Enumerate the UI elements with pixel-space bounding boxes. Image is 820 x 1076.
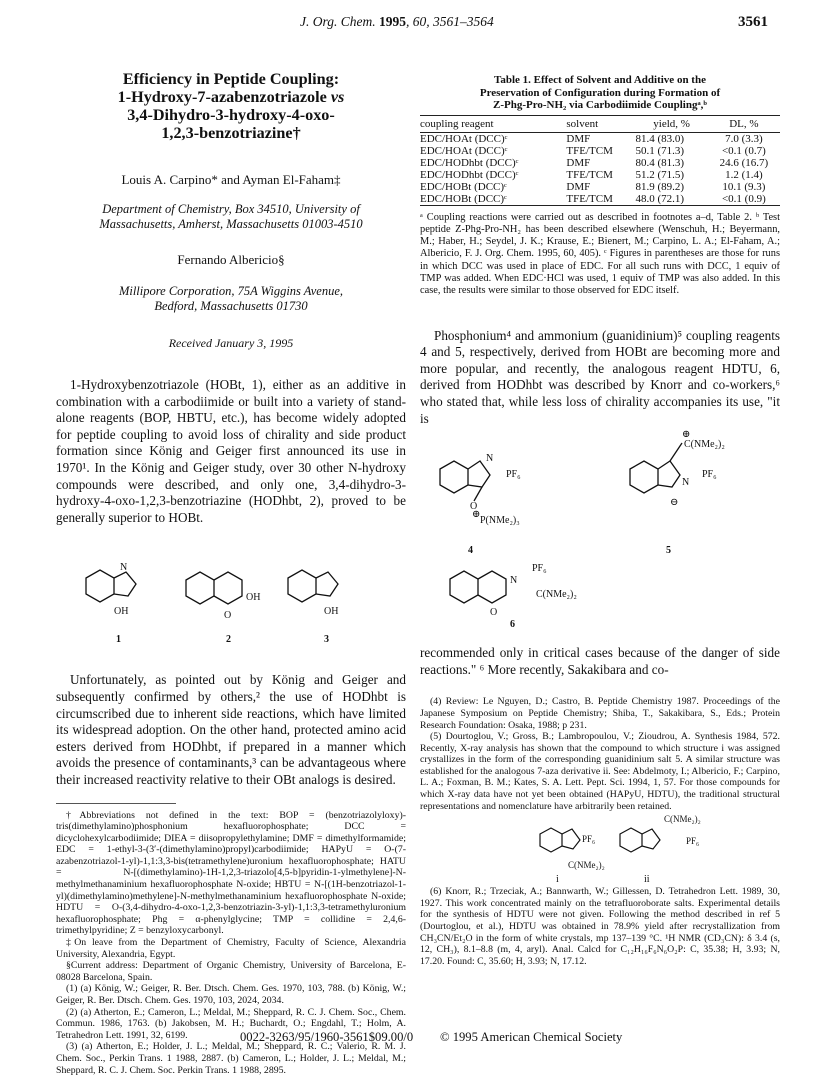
affiliation-1: Department of Chemistry, Box 34510, University of Massachusetts, Amherst, Massachusetts 01003-4510 [56, 202, 406, 232]
n-label: N [120, 562, 127, 573]
oh-label-2: OH [246, 592, 260, 603]
table-row: EDC/HODhbt (DCC)ᶜ DMF 80.4 (81.3) 24.6 (16.7) [420, 157, 780, 169]
structures-4-5-6 [420, 429, 780, 629]
cnme-label-5: C(NMe₂)₂ [684, 439, 725, 450]
table-row: EDC/HOBt (DCC)ᶜ DMF 81.9 (89.2) 10.1 (9.3) [420, 181, 780, 193]
table-caption: Table 1. Effect of Solvent and Additive on the Preservation of Configuration during Formation of Z-Phg-Pro-NH₂ via Carbodiimide Couplingᵃ,ᵇ [420, 74, 780, 112]
label-3: 3 [324, 634, 329, 645]
label-2: 2 [226, 634, 231, 645]
label-4: 4 [468, 545, 473, 556]
page-number: 3561 [738, 14, 768, 31]
footnote-rule [56, 803, 176, 804]
pnme-label: P(NMe₂)₃ [480, 515, 520, 526]
journal-citation: J. Org. Chem. 1995, 60, 3561–3564 [300, 14, 494, 30]
structure-drawings [56, 540, 406, 650]
paragraph-2: Unfortunately, as pointed out by König and Geiger and subsequently confirmed by others,² the use of HODhbt is circumscribed due to inherent side reactions, which have limited its widespread adoption. On the other hand, protected amino acid esters derived from HODhbt, if prepared in a manner which avoids the presence of contaminants,³ can be advantageous where their increased reactivity relative to their OBt analogs is desired. [56, 672, 406, 788]
table-notes: ᵃ Coupling reactions were carried out as described in footnotes a–d, Table 2. ᵇ Test peptide Z-Phg-Pro-NH₂ has been described elsewhere (Wenschuh, H.; Beyermann, M.; Haber, H.; Seydel, J. K.; Krause, E.; Bienert, M.; Carpino, L. A.; El-Faham, A.; Albericio, F. J. Org. Chem. 1995, 60, 405). ᶜ Figures in parentheses are those for runs in which DCC was used in place of EDC. For all such runs with DCC, 1 equiv of TMP was added. When EDC·HCl was used, 1 equiv of TMP was also added. In this case, the results were similar to those observed for EDC itself. [420, 212, 780, 298]
label-1: 1 [116, 634, 121, 645]
left-column [56, 60, 406, 1076]
o-label-4: O [470, 501, 477, 512]
o-label-2: O [224, 610, 231, 621]
label-6: 6 [510, 619, 515, 630]
label-5: 5 [666, 545, 671, 556]
footer-code: 0022-3263/95/1960-3561$09.00/0 [240, 1030, 413, 1045]
article-title: Efficiency in Peptide Coupling: 1-Hydroxy-7-azabenzotriazole vs 3,4-Dihydro-3-hydroxy-4-oxo- 1,2,3-benzotriazine† [56, 70, 406, 142]
footnote-section: §Current address: Department of Organic Chemistry, University of Barcelona, E-08028 Barcelona, Spain. [56, 960, 406, 983]
running-header [0, 14, 820, 34]
footnotes-right [420, 696, 780, 967]
cnme-ii: C(NMe₂)₂ [664, 814, 701, 826]
footer-copyright: © 1995 American Chemical Society [440, 1030, 622, 1045]
pf6-6: PF₆ [532, 563, 547, 574]
footnote-4: (4) Review: Le Nguyen, D.; Castro, B. Peptide Chemistry 1987. Proceedings of the Japanese Symposium on Peptide Chemistry; Shiba, T., Sakakibara, S., Eds.; Protein Research Foundation: Osaka, 1988; p 231. [420, 696, 780, 731]
cnme-label-6: C(NMe₂)₂ [536, 589, 577, 600]
n-label-5: N [682, 477, 689, 488]
structure-drawings-3 [420, 812, 780, 886]
table-row: EDC/HOAt (DCC)ᶜ DMF 81.4 (83.0) 7.0 (3.3) [420, 132, 780, 145]
oh-label-3: OH [324, 606, 338, 617]
authors-2: Fernando Albericio§ [56, 252, 406, 268]
footnote-5: (5) Dourtoglou, V.; Gross, B.; Lambropoulou, V.; Zioudrou, A. Synthesis 1984, 572. Recently, X-ray analysis has shown that the compound to which structure i was assigned crystallizes in the form of the corresponding guanidinium salt 5. A similar structure was established for the analogous 7-aza derivative ii. See: Abdelmoty, I.; Albericio, F.; Carpino, L. A.; Foxman, B. M.; Kates, S. A. Lett. Pept. Sci. 1994, 1, 57. For those compounds for which X-ray data have not yet been obtained (HAPyU, HDTU), the traditional structural representations and nomenclature have arbitrarily been retained. [420, 731, 780, 812]
pf6-4: PF₆ [506, 469, 521, 480]
footnote-1: (1) (a) König, W.; Geiger, R. Ber. Dtsch. Chem. Ges. 1970, 103, 788. (b) König, W.; Geiger, R. Ber. Dtsch. Chem. Ges. 1970, 103, 2024, 2034. [56, 983, 406, 1006]
footnote-6: (6) Knorr, R.; Trzeciak, A.; Bannwarth, W.; Gillessen, D. Tetrahedron Lett. 1989, 30, 1927. This work concentrated mainly on the tetrafluoroborate salts. Experimental details for the synthesis of HDTU were not given. Following the method described in ref 5 (Dourtoglou, et al.), HDTU was obtained in 78.9% yield after recrystallization from CH₃CN/Et₂O in the form of white crystals, mp 137–139 °C. ¹H NMR (CD₃CN): δ 3.4 (s, 12, CH₃), 8.1–8.8 (m, 4, aryl). Anal. Calcd for C₁₂H₁₆F₆N₆O₂P: C, 35.38; H, 3.93; N, 17.20. Found: C, 35.60; H, 3.93; N, 17.12. [420, 886, 780, 967]
paragraph-1: 1-Hydroxybenzotriazole (HOBt, 1), either as an additive in combination with a carbodiimide or built into a variety of stand-alone reagents (BOP, HBTU, etc.), has become widely adopted for peptide coupling to avoid loss of chirality and side product formation since König and Geiger first announced its use in 1970¹. In the König and Geiger study, over 30 other N-hydroxy compounds were described, and only one, 3,4-dihydro-3-hydroxy-4-oxo-1,2,3-benzotriazine (HODhbt, 2), proved to be generally superior to HOBt. [56, 377, 406, 526]
n-label-6: N [510, 575, 517, 586]
label-i: i [556, 874, 559, 886]
affiliation-2: Millipore Corporation, 75A Wiggins Avenue, Bedford, Massachusetts 01730 [56, 284, 406, 314]
plus-5: ⊕ [682, 429, 690, 440]
footnote-3: (3) (a) Atherton, E.; Holder, J. L.; Meldal, M.; Sheppard, R. C.; Valerio, R. M. J. Chem. Soc., Perkin Trans. 1 1988, 2887. (b) Cameron, L.; Holder, J. L.; Meldal, M.; Sheppard, R. C. J. Chem. Soc. Perkin Trans. 1 1988, 2895. [56, 1041, 406, 1076]
label-ii: ii [644, 874, 650, 886]
structures-1-2-3 [56, 540, 406, 650]
table-row: EDC/HODhbt (DCC)ᶜ TFE/TCM 51.2 (71.5) 1.2 (1.4) [420, 169, 780, 181]
o-label-6: O [490, 607, 497, 618]
minus-5: ⊖ [670, 497, 678, 508]
paragraph-4: recommended only in critical cases because of the danger of side reactions." ⁶ More recently, Sakakibara and co- [420, 645, 780, 678]
pf6-5: PF₆ [702, 469, 717, 480]
pf6-ii: PF₆ [686, 836, 699, 848]
footnote-2: (2) (a) Atherton, E.; Cameron, L.; Meldal, M.; Sheppard, R. C. J. Chem. Soc., Chem. Commun. 1986, 1763. (b) Jakobsen, M. H.; Buchardt, O.; Engdahl, T.; Holm, A. Tetrahedron Lett. 1991, 32, 6199. [56, 1007, 406, 1042]
paragraph-3: Phosphonium⁴ and ammonium (guanidinium)⁵ coupling reagents 4 and 5, respectively, derived from HOBt are becoming more and more popular, and recently, the analogous reagent HDTU, 6, derived from HODhbt was described by Knorr and co-workers,⁶ who stated that, while less loss of chirality accompanies its use, "it is [420, 328, 780, 428]
cnme-i: C(NMe₂)₂ [568, 860, 605, 872]
footnote-dagger2: ‡On leave from the Department of Chemistry, Faculty of Science, Alexandria University, Alexandria, Egypt. [56, 937, 406, 960]
structures-i-ii [420, 812, 780, 886]
structure-drawings-2 [420, 429, 780, 629]
oh-label-1: OH [114, 606, 128, 617]
table-row: EDC/HOAt (DCC)ᶜ TFE/TCM 50.1 (71.3) <0.1 (0.7) [420, 145, 780, 157]
n-label-4: N [486, 453, 493, 464]
authors: Louis A. Carpino* and Ayman El-Faham‡ [56, 172, 406, 188]
right-column [420, 60, 780, 967]
table-header-row: coupling reagent solvent yield, % DL, % [420, 115, 780, 132]
plus-4: ⊕ [472, 509, 480, 520]
received-date: Received January 3, 1995 [56, 336, 406, 351]
table-row: EDC/HOBt (DCC)ᶜ TFE/TCM 48.0 (72.1) <0.1 (0.9) [420, 193, 780, 206]
table-1 [420, 115, 780, 206]
footnote-abbrev: †Abbreviations not defined in the text: BOP = (benzotriazolyloxy)-tris(dimethylamino)phosphonium hexafluorophosphate; DCC = dicyclohexylcarbodiimide; DIEA = diisopropylethylamine; DMF = dimethylformamide; EDC = 1-ethyl-3-(3′-(dimethylamino)propyl)carbodiimide; HAPyU = O-(7-azabenzotriazol-1-yl)-1,1:3,3-bis(tetramethylene)uronium hexafluorophosphate; HATU = N-[(dimethylamino)-1H-1,2,3-triazolo[4,5-b]pyridin-1-ylmethylene]-N-methylmethanaminium hexafluorophosphate N-oxide; HBTU = N-[(1H-benzotriazol-1-yl)(dimethylamino)methylene]-N-methylmethanaminium hexafluorophosphate N-oxide; HDTU = O-(3,4-dihydro-4-oxo-1,2,3-benzotriazin-3-yl)-1,1:3,3-tetramethyluronium hexafluorophosphate; Phg = α-phenylglycine; TMP = collidine = 2,4,6-trimethylpyridine; Z = benzyloxycarbonyl. [56, 810, 406, 938]
pf6-i: PF₆ [582, 834, 595, 846]
